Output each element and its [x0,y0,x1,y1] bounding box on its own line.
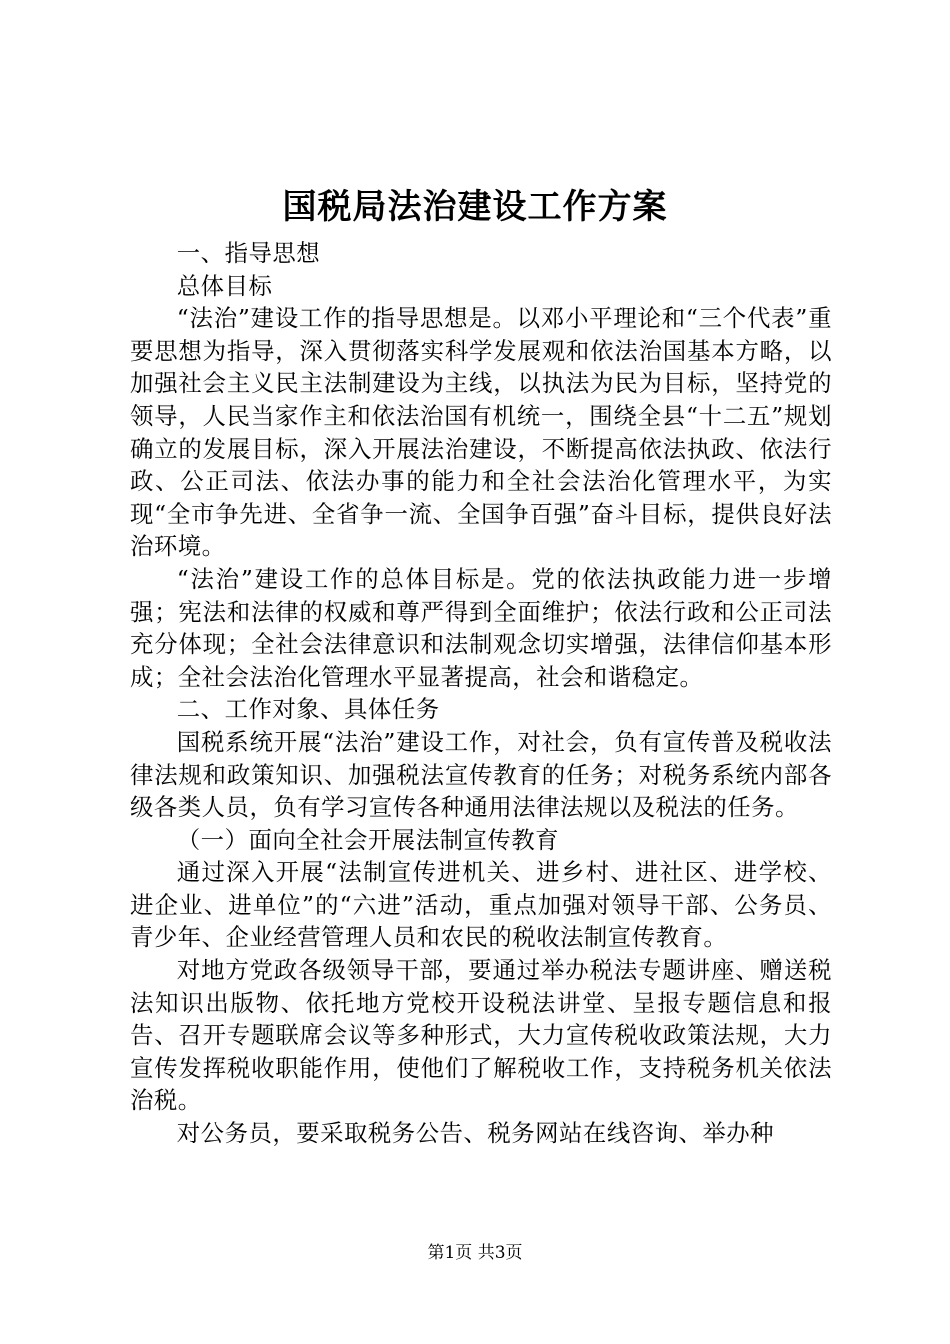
document-title: 国税局法治建设工作方案 [282,187,668,227]
subsection-heading: 总体目标 [176,271,273,300]
body-paragraph: “法治”建设工作的总体目标是。党的依法执政能力进一步增强；宪法和法律的权威和尊严得到全面维护；依法行政和公正司法充分体现；全社会法律意识和法制观念切实增强，法律信仰基本形成；全社会法治化管理水平显著提高，社会和谐稳定。 [130,564,832,691]
body-paragraph: 通过深入开展“法制宣传进机关、进乡村、进社区、进学校、进企业、进单位”的“六进”活动，重点加强对领导干部、公务员、青少年、企业经营管理人员和农民的税收法制宣传教育。 [130,858,832,952]
body-paragraph: “法治”建设工作的指导思想是。以邓小平理论和“三个代表”重要思想为指导，深入贯彻落实科学发展观和依法治国基本方略，以加强社会主义民主法制建设为主线，以执法为民为目标，坚持党的领导，人民当家作主和依法治国有机统一，围绕全县“十二五”规划确立的发展目标，深入开展法治建设，不断提高依法执政、依法行政、公正司法、依法办事的能力和全社会法治化管理水平，为实现“全市争先进、全省争一流、全国争百强”奋斗目标，提供良好法治环境。 [130,304,832,561]
body-paragraph: 国税系统开展“法治”建设工作，对社会，负有宣传普及税收法律法规和政策知识、加强税法宣传教育的任务；对税务系统内部各级各类人员，负有学习宣传各种通用法律法规以及税法的任务。 [130,727,832,822]
page-footer: 第1页 共3页 [427,1243,523,1263]
subsection-heading: （一）面向全社会开展法制宣传教育 [176,825,560,854]
body-paragraph: 对公务员，要采取税务公告、税务网站在线咨询、举办种 [176,1119,775,1148]
section-heading: 一、指导思想 [176,239,321,267]
document-body [130,237,832,1150]
body-paragraph: 对地方党政各级领导干部，要通过举办税法专题讲座、赠送税法知识出版物、依托地方党校开设税法讲堂、呈报专题信息和报告、召开专题联席会议等多种形式，大力宣传税收政策法规，大力宣传发挥税收职能作用，使他们了解税收工作，支持税务机关依法治税。 [130,956,832,1115]
section-heading: 二、工作对象、具体任务 [176,695,440,724]
